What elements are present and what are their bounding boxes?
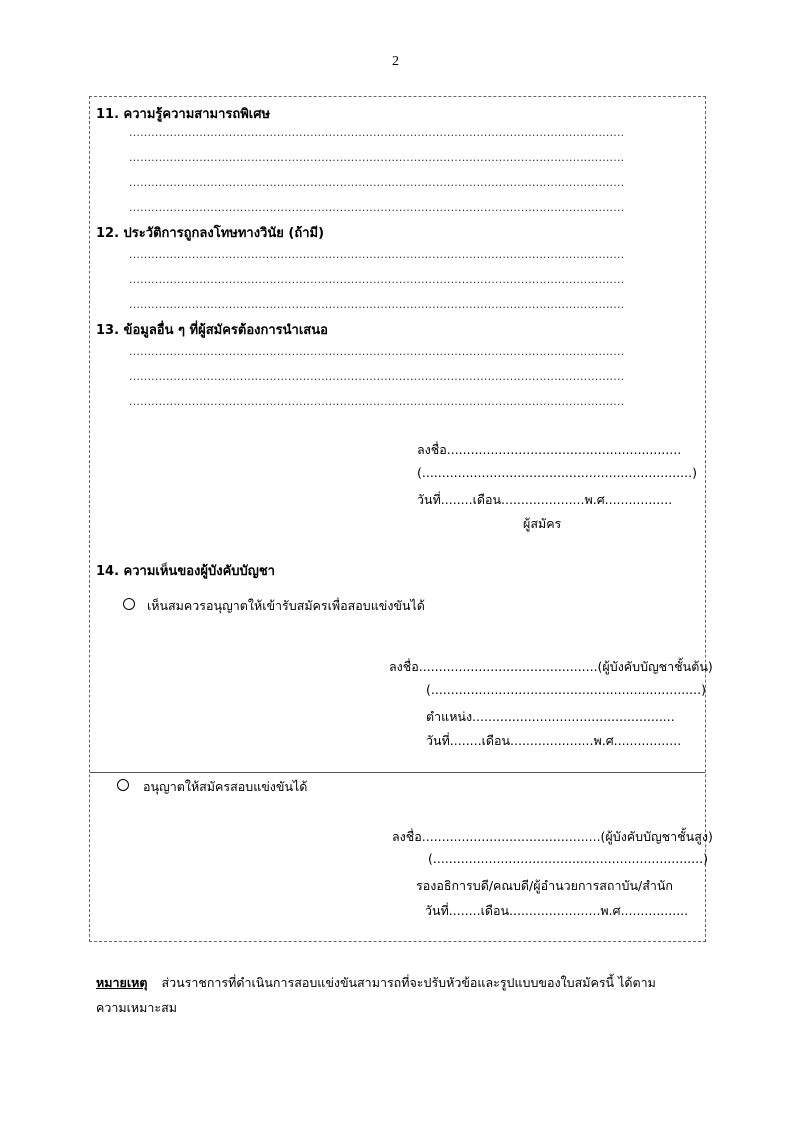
supervisor-position-line[interactable]: ตำแหน่ง................................................... [426,709,675,724]
section-11-heading: 11. ความรู้ความสามารถพิเศษ [96,107,271,122]
section-12-line-3[interactable]: ...................................................................................................................................... [129,298,625,311]
applicant-name-line[interactable]: (....................................................................) [417,465,697,480]
senior-sign-line[interactable]: ลงชื่อ.............................................(ผู้บังคับบัญชาชั้นสูง) [392,829,713,844]
section-11-line-1[interactable]: ...................................................................................................................................... [129,126,625,139]
applicant-role-label: ผู้สมัคร [523,516,562,531]
senior-date-line[interactable]: วันที่........เดือน.......................พ.ศ................. [425,903,689,918]
note-block [96,973,656,993]
senior-name-line[interactable]: (....................................................................) [428,851,708,866]
note-text: ส่วนราชการที่ดำเนินการสอบแข่งขันสามารถที่จะปรับหัวข้อและรูปแบบของใบสมัครนี้ ได้ตาม [161,975,656,990]
section-12-heading: 12. ประวัติการถูกลงโทษทางวินัย (ถ้ามี) [96,226,325,241]
section-divider [90,772,705,773]
section-12-line-1[interactable]: ...................................................................................................................................... [129,248,625,261]
section-14-heading: 14. ความเห็นของผู้บังคับบัญชา [96,564,275,579]
supervisor-name-line[interactable]: (....................................................................) [426,682,706,697]
section-13-line-1[interactable]: ...................................................................................................................................... [129,345,625,358]
applicant-sign-line[interactable]: ลงชื่อ........................................................... [417,442,682,457]
note-label: หมายเหตุ [96,975,148,990]
permit-option-label: อนุญาตให้สมัครสอบแข่งขันได้ [143,779,308,794]
section-12-line-2[interactable]: ...................................................................................................................................... [129,273,625,286]
approve-radio[interactable] [123,598,135,610]
note-text-continued: ความเหมาะสม [96,1000,177,1015]
section-13-line-2[interactable]: ...................................................................................................................................... [129,370,625,383]
section-11-line-4[interactable]: ...................................................................................................................................... [129,201,625,214]
supervisor-sign-line[interactable]: ลงชื่อ.............................................(ผู้บังคับบัญชาชั้นต้น) [389,659,713,674]
approve-option-label: เห็นสมควรอนุญาตให้เข้ารับสมัครเพื่อสอบแข่งขันได้ [147,598,425,613]
section-13-heading: 13. ข้อมูลอื่น ๆ ที่ผู้สมัครต้องการนำเสนอ [96,323,328,338]
senior-position-line: รองอธิการบดี/คณบดี/ผู้อำนวยการสถาบัน/สำนัก [416,878,673,893]
section-13-line-3[interactable]: ...................................................................................................................................... [129,395,625,408]
page-number: 2 [392,54,399,69]
applicant-date-line[interactable]: วันที่........เดือน.....................พ.ศ................. [417,492,673,507]
supervisor-date-line[interactable]: วันที่........เดือน.....................พ.ศ................. [426,733,682,748]
section-11-line-3[interactable]: ...................................................................................................................................... [129,176,625,189]
section-11-line-2[interactable]: ...................................................................................................................................... [129,151,625,164]
permit-radio[interactable] [117,779,129,791]
